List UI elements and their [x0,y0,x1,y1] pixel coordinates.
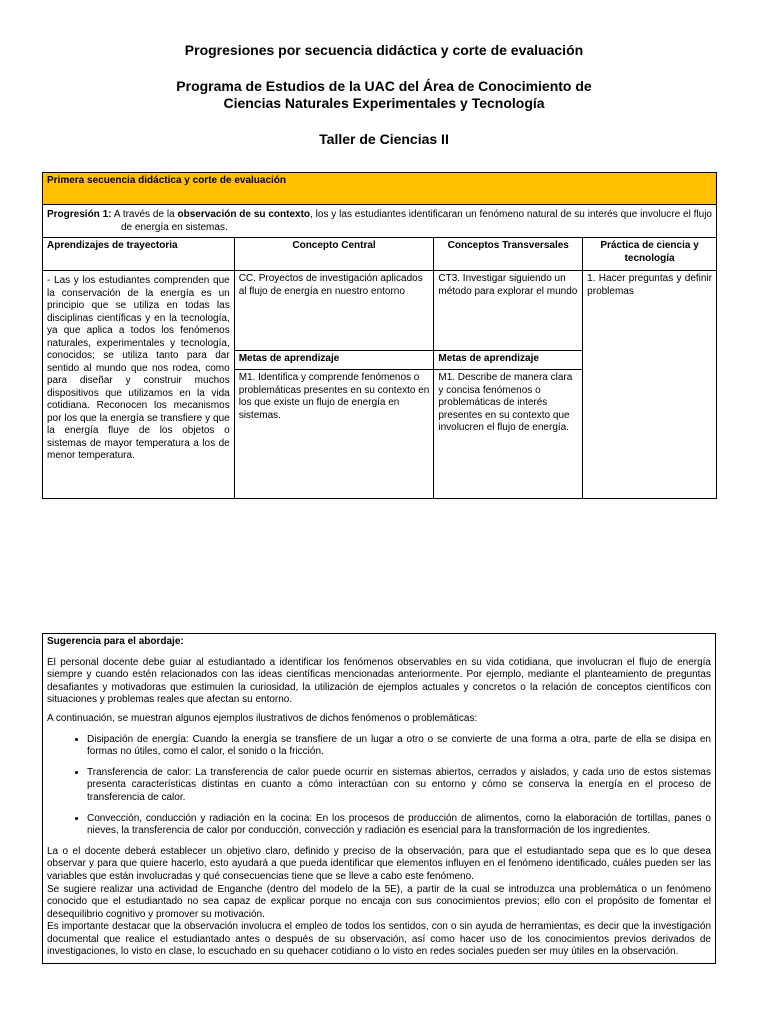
progression-label: Progresión 1: [47,209,112,220]
suggestion-box [42,633,716,964]
progression-text-pre: A través de la [111,209,178,220]
header-trayectoria: Aprendizajes de trayectoria [43,238,235,271]
document-title: Progresiones por secuencia didáctica y corte de evaluación [184,42,584,58]
suggestion-title: Sugerencia para el abordaje: [47,636,184,647]
program-title [0,78,768,112]
course-title: Taller de Ciencias II [319,131,449,147]
program-title-line1: Programa de Estudios de la UAC del Área de Conocimiento de [176,78,592,94]
header-concepto-central: Concepto Central [234,238,434,271]
progression-text-post: , los y las estudiantes identificaran un fenómeno natural de su interés que involucre el flujo de energía en sistemas. [121,209,712,233]
program-title-line2: Ciencias Naturales Experimentales y Tecnología [223,95,545,111]
progression-text-bold: observación de su contexto [177,209,311,220]
trayectoria-cell: - Las y los estudiantes comprenden que la conservación de la energía es un principio que se utiliza en todas las disciplinas científicas y en la tecnología, ya que aplica a todos los fenómenos naturales, experimentales y tecnología, conocidos; se utiliza tanto para dar sentido al mundo que nos rodea, como para diseñar y construir muchos dispositivos que utilizamos en la vida cotidiana. Reconocen los mecanismos por los que la energía se transfiere y que la energía fluye de los objetos o sistemas de mayor temperatura a los de menor temperatura. [43,271,235,499]
concepto-central-cell: CC. Proyectos de investigación aplicados al flujo de energía en nuestro entorno [234,271,434,351]
header-practica: Práctica de ciencia y tecnología [583,238,717,271]
meta-transversal-cell: M1. Describe de manera clara y concisa fenómenos o problemáticas de interés presentes en su contexto que involucren el flujo de energía. [434,370,583,499]
list-item: • Disipación de energía: Cuando la energía se transfiere de un lugar a otro o se convierte de una forma a otra, parte de ella se disipa en formas no útiles, como el calor, el sonido o la fricción. [87,734,711,759]
concepto-transversal-cell: CT3. Investigar siguiendo un método para explorar el mundo [434,271,583,351]
header-conceptos-transversales: Conceptos Transversales [434,238,583,271]
practica-cell: 1. Hacer preguntas y definir problemas [583,271,717,499]
suggestion-paragraph-1: El personal docente debe guiar al estudiantado a identificar los fenómenos observables en su vida cotidiana, que involucran el flujo de energía siempre y cuando estén relacionados con las ideas científicas mencionadas anteriormente. Por ejemplo, mediante el planteamiento de preguntas desafiantes y motivadoras que estimulen la curiosidad, la utilización de ejemplos actuales y concretos o la relación de conceptos científicos con situaciones y problemas reales que afectan su entorno. [47,656,711,706]
suggestion-paragraph-4: Se sugiere realizar una actividad de Enganche (dentro del modelo de la 5E), a partir de la cual se introduzca una problemática o un fenómeno conocido que el estudiantado no sea capaz de explicar porque no encaja con sus conocimientos previos; ello con el propósito de fomentar el desequilibrio cognitivo y promover su motivación. [47,883,711,920]
sequence-header: Primera secuencia didáctica y corte de evaluación [43,173,717,205]
list-item: • Transferencia de calor: La transferencia de calor puede ocurrir en sistemas abiertos, cerrados y aislados, y cada uno de estos sistemas presenta características distintas en cuanto a cómo interactúan con su entorno y cómo se conserva la energía en el proceso de transferencia de calor. [87,767,711,805]
sequence-table [42,172,717,499]
suggestion-paragraph-2: A continuación, se muestran algunos ejemplos ilustrativos de dichos fenómenos o problemáticas: [47,712,478,724]
meta-central-cell: M1. Identifica y comprende fenómenos o problemáticas presentes en su contexto en los que existe un flujo de energía en sistemas. [234,370,434,499]
metas-label-transversal: Metas de aprendizaje [434,351,583,370]
suggestion-paragraph-3: La o el docente deberá establecer un objetivo claro, definido y preciso de la observación, para que el estudiantado sepa que es lo que desea observar y para que quiere hacerlo, esto ayudará a que pueda identificar que elementos influyen en el fenómeno identificado, cuáles pueden ser las variables que están involucradas y qué consecuencias tiene que se lleve a cabo este fenómeno. [47,845,711,882]
list-item: • Convección, conducción y radiación en la cocina: En los procesos de producción de alimentos, como la elaboración de tortillas, panes o nieves, la transferencia de calor por conducción, convección y radiación es esencial para la transformación de los ingredientes. [87,813,711,838]
progression-row [43,205,717,238]
metas-label-central: Metas de aprendizaje [234,351,434,370]
examples-list [47,734,711,838]
suggestion-paragraph-5: Es importante destacar que la observación involucra el empleo de todos los sentidos, con o sin ayuda de herramientas, es decir que la investigación documental que realice el estudiantado antes o después de su observación, así como hacer uso de los conocimientos previos derivados de investigaciones, lo visto en clase, lo escuchado en su quehacer cotidiano o lo visto en redes sociales pueden ser muy útiles en la observación. [47,921,711,958]
